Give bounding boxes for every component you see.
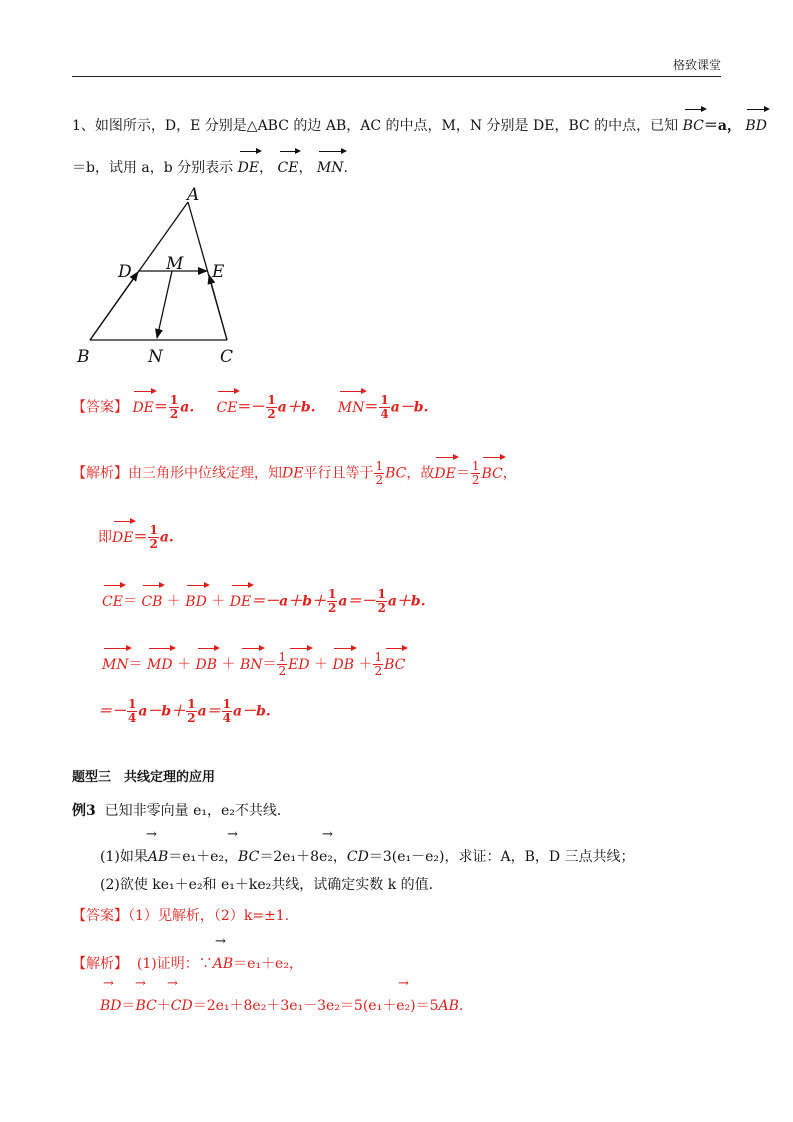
vector-bc: BC bbox=[135, 998, 157, 1014]
expr: ＝e₁＋e₂， bbox=[168, 849, 239, 865]
fraction-quarter: $\frac{1}{4}$ bbox=[128, 697, 137, 725]
arrow-cd: → bbox=[322, 827, 333, 842]
answer-tag: 【答案】 bbox=[72, 908, 128, 924]
equals: ＝ bbox=[133, 529, 148, 546]
vector-ab: AB bbox=[438, 998, 459, 1014]
plus: ＋ bbox=[358, 656, 373, 673]
equals: ＝ bbox=[153, 399, 168, 416]
vector-ce: CE bbox=[216, 399, 238, 416]
vector-de: DE bbox=[132, 399, 154, 416]
segment-bc: BC bbox=[385, 465, 407, 482]
vector-ab: AB bbox=[212, 956, 234, 972]
fraction-half: $\frac{1}{2}$ bbox=[278, 650, 287, 678]
answer-ce-tail: a＋b. bbox=[277, 399, 316, 416]
vector-mn: MN bbox=[316, 160, 344, 176]
period: . bbox=[458, 998, 464, 1014]
expr: a－b. bbox=[233, 703, 271, 720]
plus: ＋ bbox=[166, 593, 181, 610]
vector-db: DB bbox=[332, 656, 354, 673]
analysis-text: 平行且等于 bbox=[303, 465, 374, 482]
vector-ab: AB bbox=[147, 849, 169, 865]
fraction-quarter: $\frac{1}{4}$ bbox=[380, 393, 389, 421]
analysis-text: (1)证明：∵ bbox=[136, 956, 213, 972]
expr: a＋b. bbox=[387, 593, 426, 610]
equals: ＝ bbox=[364, 399, 379, 416]
analysis-tag: 【解析】 bbox=[72, 956, 128, 972]
analysis-tag: 【解析】 bbox=[72, 465, 128, 482]
analysis3-line2 bbox=[100, 996, 463, 1016]
answer-de-tail: a. bbox=[180, 399, 195, 416]
plus: ＋ bbox=[314, 656, 329, 673]
equals: ＝ bbox=[128, 656, 143, 673]
comma: ， bbox=[502, 465, 517, 482]
analysis-text: ，故 bbox=[406, 465, 435, 482]
expr: ＝－a＋b＋ bbox=[251, 593, 327, 610]
fraction-half: $\frac{1}{2}$ bbox=[187, 697, 196, 725]
vector-mn: MN bbox=[102, 656, 129, 673]
vector-bc: BC bbox=[238, 849, 260, 865]
arrow-ab: → bbox=[398, 976, 409, 991]
problem1-eq-a: ＝a， bbox=[703, 118, 741, 134]
vector-md: MD bbox=[147, 656, 173, 673]
vector-ed: ED bbox=[288, 656, 310, 673]
answer-tag: 【答案】 bbox=[72, 399, 128, 416]
expr: a＝－ bbox=[338, 593, 376, 610]
vector-mn-arrow bbox=[157, 271, 172, 338]
equals: ＝ bbox=[122, 593, 137, 610]
vector-db: DB bbox=[195, 656, 218, 673]
vector-bd-arrow bbox=[90, 272, 138, 340]
example3-part1 bbox=[100, 847, 635, 867]
fraction-quarter: $\frac{1}{4}$ bbox=[222, 697, 232, 725]
vector-bc: BC bbox=[384, 656, 406, 673]
fraction-half: $\frac{1}{2}$ bbox=[149, 523, 158, 551]
equals: ＝ bbox=[121, 998, 136, 1014]
expr: ＝e₁＋e₂， bbox=[233, 956, 303, 972]
arrow-ab: → bbox=[146, 827, 157, 842]
analysis1-line3 bbox=[102, 588, 426, 615]
analysis1-line1 bbox=[72, 460, 517, 487]
analysis1-line4 bbox=[102, 651, 405, 678]
answer-text: （1）见解析，（2）k=±1. bbox=[128, 908, 290, 924]
plus: ＋ bbox=[211, 593, 226, 610]
answer-mn-tail: a－b. bbox=[390, 399, 429, 416]
plus: ＋ bbox=[177, 656, 192, 673]
fraction-half: $\frac{1}{2}$ bbox=[374, 650, 383, 678]
fraction-half: $\frac{1}{2}$ bbox=[267, 393, 276, 421]
vector-de: DE bbox=[237, 160, 260, 176]
plus: ＋ bbox=[156, 998, 171, 1014]
problem1-text: 1、如图所示，D，E 分别是△ABC 的边 AB，AC 的中点，M，N 分别是 DE，BC 的中点，已知 bbox=[72, 118, 679, 134]
label-a: A bbox=[187, 185, 200, 205]
example-label: 例3 bbox=[72, 803, 96, 819]
answer3 bbox=[72, 906, 289, 926]
vector-bd: BD bbox=[745, 118, 767, 134]
arrow-bc: → bbox=[135, 976, 146, 991]
segment-de: DE bbox=[282, 465, 304, 482]
fraction-half: $\frac{1}{2}$ bbox=[375, 459, 384, 487]
expr: ＝－ bbox=[98, 703, 126, 720]
vector-de: DE bbox=[112, 529, 134, 546]
fraction-half: $\frac{1}{2}$ bbox=[377, 587, 386, 615]
vector-bc: BC bbox=[682, 118, 704, 134]
analysis3-line1 bbox=[72, 954, 303, 974]
analysis-text: 由三角形中位线定理，知 bbox=[128, 465, 282, 482]
part1-prefix: (1)如果 bbox=[100, 849, 148, 865]
answer1 bbox=[72, 394, 428, 421]
problem1-line2 bbox=[72, 158, 348, 178]
analysis-text: 即 bbox=[98, 529, 112, 546]
comma: ， bbox=[298, 160, 313, 176]
equals-minus: ＝－ bbox=[237, 399, 266, 416]
label-c: C bbox=[220, 347, 234, 367]
label-n: N bbox=[148, 347, 163, 367]
vector-de: DE bbox=[229, 593, 252, 610]
section-title: 题型三 共线定理的应用 bbox=[72, 770, 216, 785]
expr: a－b＋ bbox=[138, 703, 186, 720]
analysis1-line5 bbox=[98, 698, 271, 725]
expr: a＝ bbox=[197, 703, 221, 720]
problem1-text-2: ＝b，试用 a，b 分别表示 bbox=[72, 160, 234, 176]
vector-ce: CE bbox=[277, 160, 299, 176]
header-divider bbox=[72, 76, 721, 77]
vector-mn: MN bbox=[337, 399, 365, 416]
expr: ＝2e₁＋8e₂， bbox=[259, 849, 347, 865]
expr: ＝2e₁＋8e₂＋3e₁－3e₂＝5(e₁＋e₂)＝5 bbox=[192, 998, 439, 1014]
fraction-half: $\frac{1}{2}$ bbox=[328, 587, 337, 615]
vector-ce-arrow bbox=[209, 275, 227, 340]
period: . bbox=[343, 160, 348, 176]
vector-cd: CD bbox=[346, 849, 369, 865]
vector-bn: BN bbox=[239, 656, 263, 673]
example-text: 已知非零向量 e₁，e₂不共线． bbox=[104, 803, 291, 819]
header-title: 格致课堂 bbox=[672, 58, 721, 72]
equals: ＝ bbox=[262, 656, 277, 673]
arrow-bd: → bbox=[103, 976, 114, 991]
analysis-tail: a. bbox=[159, 529, 174, 546]
expr: ＝3(e₁－e₂)，求证：A，B，D 三点共线； bbox=[368, 849, 635, 865]
label-d: D bbox=[118, 262, 132, 282]
triangle-figure bbox=[70, 180, 260, 370]
fraction-half: $\frac{1}{2}$ bbox=[169, 393, 179, 421]
example3-part2: (2)欲使 ke₁＋e₂和 e₁＋ke₂共线，试确定实数 k 的值． bbox=[100, 877, 443, 893]
vector-cd: CD bbox=[170, 998, 193, 1014]
equals: ＝ bbox=[455, 465, 470, 482]
label-b: B bbox=[77, 347, 90, 367]
problem1-line1 bbox=[72, 116, 767, 136]
vector-bd: BD bbox=[185, 593, 207, 610]
arrow-ab: → bbox=[215, 934, 226, 949]
arrow-cd: → bbox=[167, 976, 178, 991]
vector-ce: CE bbox=[102, 593, 123, 610]
comma: ， bbox=[259, 160, 274, 176]
vector-de: DE bbox=[434, 465, 456, 482]
vector-bd: BD bbox=[100, 998, 122, 1014]
label-m: M bbox=[166, 254, 184, 274]
arrow-bc: → bbox=[227, 827, 238, 842]
fraction-half: $\frac{1}{2}$ bbox=[471, 459, 480, 487]
label-e: E bbox=[212, 262, 225, 282]
analysis1-line2 bbox=[98, 524, 174, 551]
plus: ＋ bbox=[221, 656, 236, 673]
vector-cb: CB bbox=[141, 593, 163, 610]
vector-bc: BC bbox=[481, 465, 503, 482]
example3-intro bbox=[72, 801, 291, 821]
